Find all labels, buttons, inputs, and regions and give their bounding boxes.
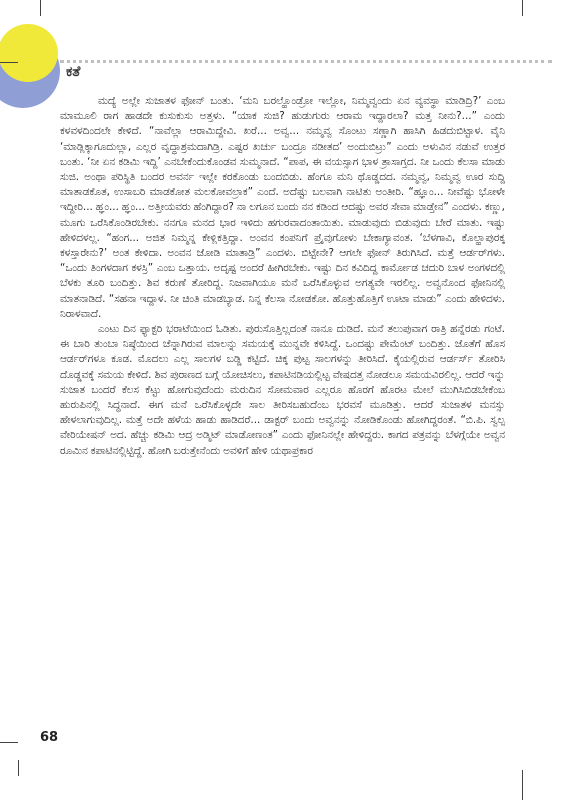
section-title: ಕತೆ [66, 64, 81, 80]
header-dotted-rule [60, 60, 552, 63]
crop-mark-top-left-vertical [40, 0, 41, 16]
crop-mark-bottom-right-vertical [522, 770, 523, 800]
article-body [60, 94, 505, 459]
paragraph-1: ಮದ್ಯೆ ಅಲ್ಲೇ ಸುಜಾತಳ ಫೋನ್ ಬಂತು. ‘ಮನಿ ಬರಲ್ಹೊಂಡ್ರೋ ಇಲ್ಲೋ, ನಿಮ್ಮವ್ವಂದು ಏನ ವ್ಯವಸ್ಥಾ ಮಾಡಿದ್ರಿ?’ ಎಂಬ ಮಾಮೂಲಿ ರಾಗ ಹಾಡದೇ ಕುಸುಕುಸು ಅತ್ತಳು. “ಯಾಕ ಸುಜಿ? ಹುಡುಗುರು ಆರಾಮ ಇದ್ದಾರಲಾ? ಮತ್ತ ನೀನು?...” ಎಂದು ಕಳವಳದಿಂದಲೇ ಕೇಳಿದೆ. “ನಾವೆಲ್ಲಾ ಆರಾಮಿದ್ದೇವಿ. ಖರೆ... ಅವ್ವ... ನಮ್ಮವ್ವ ಸೊಂಟು ಸಣ್ಣಾಗಿ ಹಾಸಿಗಿ ಹಿಡದುಬಿಟ್ಟಾಳ. ವೈನಿ ‘ಮಾಡ್ಲಿಕ್ಕಾಗೂದುಲ್ಲಾ, ಎಲ್ಲರ ವೃದ್ಧಾಶ್ರಮದಾಗಿಡ್ರಿ. ಎಷ್ಟರ ಖರ್ಚು ಬಂದ್ರೂ ನಡೀತದ’ ಅಂದುಬಿಟ್ರು” ಎಂದು ಅಳುವಿನ ನಡುವೆ ಉತ್ತರ ಬಂತು. ‘ನೀ ಏನ ಕಡಿಮಿ ಇದ್ದಿ’ ಎನಬೇಕೆಂದುಕೊಂಡವ ಸುಮ್ಮನಾದೆ. “ಪಾಪ, ಈ ವಯಸ್ಸಾಗ ಭಾಳ ತ್ರಾಸಾಗ್ತದ. ನೀ ಒಂದು ಕೆಲಸಾ ಮಾಡು ಸುಜಿ. ಅಂಥಾ ಪರಿಸ್ಥಿತಿ ಬಂದರ ಅವರ್ನ ಇಲ್ಲೇ ಕರಕೊಂಡು ಬಂದಬಿಡು. ಹೆಂಗೂ ಮನಿ ಥೊಡ್ಡದದ. ನಮ್ಮವ್ವ, ನಿಮ್ಮವ್ವ ಊರ ಸುದ್ದಿ ಮಾತಾಡಕೊತ, ಉಸಾಬರಿ ಮಾಡಕೋತ ಮಲಕೋವಲ್ರಾಕ” ಎಂದೆ. ಅದೆಷ್ಟು ಬಲವಾಗಿ ನಾಟಿತು ಅಂತೀರಿ. “ಹ್ಞೂಂ... ನೀವೆಷ್ಟು ಭೋಳೇ ಇದ್ದೀರಿ... ಹ್ಞಂ... ಹ್ಞಂ... ಅತ್ತೀಯವರು ಹೆಂಗಿದ್ದಾರ? ನಾ ಲಗೂನ ಬಂದು ನನ ಕಡಿಂದ ಆದಷ್ಟು ಅವರ ಸೇವಾ ಮಾಡ್ತೇನ” ಎಂದಳು. ಕಣ್ಣು, ಮೂಗು ಒರೆಸಿಕೊಂಡಿರಬೇಕು. ನನಗೂ ಮನದ ಭಾರ ಇಳಿದು ಹಗುರವಾದಂತಾಯಿತು. ಮಾಡುವುದು ಬಿಡುವುದು ಬೇರೆ ಮಾತು. ಇಷ್ಟು ಹೇಳಿದಳಲ್ಲ. “ಹಂಗ... ಅಜಿತ ನಿಮ್ಮನ್ನ ಕೇಳ್ಲಿಕತ್ತಿದ್ದಾ. ಅಂವನ ಕಂಪನಿಗೆ ಪ್ರೈವುಗೋಳು ಬೇಕಾಗ್ಯಾವಂತ. ‘ಬೆಳಗಾವಿ, ಕೊಲ್ಹಾಪುರಕ್ಕ ಕಳಸ್ತಾರೇನು?’ ಅಂತ ಕೇಳಿದಾ. ಅಂವನ ಜೋಡಿ ಮಾತಾಡ್ರಿ” ಎಂದಳು. ಬಿಟ್ಟೇನೇ? ಆಗಲೇ ಫೋನ್ ತಿರುಗಿಸಿದೆ. ಮತ್ತೆ ಆರ್ಡರ್‌ಗಳು. “ಒಂದು ತಿಂಗಳದಾಗ ಕಳಸ್ರಿ” ಎಂಬ ಒತ್ತಾಯ. ಅದೃಷ್ಟ ಅಂದರೆ ಹೀಗಿರಬೇಕು. ಇಷ್ಟು ದಿನ ಕವಿದಿದ್ದ ಕಾರ್ಮೋಡ ಚದುರಿ ಬಾಳ ಅಂಗಳದಲ್ಲಿ ಬೆಳಕು ತೂರಿ ಬಂದಿತ್ತು. ಶಿವ ಕರುಣೆ ತೋರಿದ್ದ. ನಿಜವಾಗಿಯೂ ಮನೆ ಒರೆಸಿಕೊಳ್ಳುವ ಅಗತ್ಯವೇ ಇರಲಿಲ್ಲ. ಅವ್ವನೊಂದ ಫೋನಿನಲ್ಲಿ ಮಾತನಾಡಿದೆ. “ಸಹನಾ ಇದ್ದಾಳ. ನೀ ಚಿಂತಿ ಮಾಡಬ್ಯಾಡ. ನಿನ್ನ ಕೆಲಸಾ ನೋಡಕೋ. ಹೊತ್ತುಹೊತ್ತಿಗೆ ಊಟಾ ಮಾಡು” ಎಂದು ಹೇಳಿದಳು. ನಿರಾಳವಾದೆ. [60, 95, 505, 320]
paragraph-2: ಎಂಟು ದಿನ ಫ್ಯಾಕ್ಟರಿ ಭರಾಟೆಯಿಂದ ಓಡಿತು. ಪುರುಸೊತ್ತಿಲ್ಲದಂತೆ ನಾನೂ ದುಡಿದೆ. ಮನೆ ತಲುಪುವಾಗ ರಾತ್ರಿ ಹನ್ನೆರಡು ಗಂಟೆ. ಈ ಬಾರಿ ತುಂಬಾ ನಿಷ್ಠೆಯಿಂದ ಚೆನ್ನಾಗಿರುವ ಮಾಲನ್ನು ಸಮಯಕ್ಕೆ ಮುನ್ನವೇ ಕಳಿಸಿದ್ದೆ. ಒಂದಷ್ಟು ಪೇಮೆಂಟ್ ಬಂದಿತ್ತು. ಜೊತೆಗೆ ಹೊಸ ಆರ್ಡರ್‌ಗಳೂ ಕೂಡ. ಮೊದಲು ಎಲ್ಲ ಸಾಲಗಳ ಬಡ್ಡಿ ಕಟ್ಟಿದೆ. ಚಿಕ್ಕ ಪುಟ್ಟ ಸಾಲಗಳನ್ನು ತೀರಿಸಿದೆ. ಕೈಯಲ್ಲಿರುವ ಆರ್ಡರ್ಸ್ ತೋರಿಸಿ ದೊಡ್ಡವಕ್ಕೆ ಸಮಯ ಕೇಳಿದೆ. ಶಿವ ಪುರಾಣದ ಬಗ್ಗೆ ಯೋಚಿಸಲು, ಕಪಾಟಿನಡಿಯಲ್ಲಿಟ್ಟ ವೇಷದತ್ತ ನೋಡಲೂ ಸಮಯವಿರಲಿಲ್ಲ. ಆದರೆ ಇನ್ನು ಸುಜಾತ ಬಂದರೆ ಕೆಲಸ ಕೆಟ್ಟು ಹೋಗುವುದೆಂದು ಮರುದಿನ ಸೋಮವಾರ ಎಲ್ಲರೂ ಹೊರಗೆ ಹೊರಟ ಮೇಲೆ ಮುಗಿಸಿಬಿಡಬೇಕೆಂಬ ಹುರುಪಿನಲ್ಲಿ ಸಿದ್ಧನಾದೆ. ಈಗ ಮನೆ ಒರೆಸಿಕೊಳ್ಳದೇ ಸಾಲ ತೀರಿಸಬಹುದೆಂಬ ಭರವಸೆ ಮೂಡಿತ್ತು. ಆದರೆ ಸುಜಾತಳ ಮನಸ್ಸು ಹೇಳಲಾಗುವುದಿಲ್ಲ. ಮತ್ತೆ ಅದೇ ಹಳೆಯ ಹಾಡು ಹಾಡಿದರೆ... ಡಾಕ್ಟರ್ ಬಂದು ಅವ್ವನನ್ನು ನೋಡಿಕೊಂಡು ಹೋಗಿದ್ದರಂತೆ. “ಬಿ.ಪಿ. ಸ್ವಲ್ಪ ವೇರಿಯೇಷನ್ ಅದ. ಹೆಚ್ಚು ಕಡಿಮಿ ಆದ್ರ ಅಡ್ಮಿಟ್ ಮಾಡೋಣಂತ” ಎಂದು ಫೋನಿನಲ್ಲೇ ಹೇಳಿದ್ದರು. ಕಾಗದ ಪತ್ರವನ್ನು ಬೆಳಗ್ಗೆಯೇ ಅವ್ವನ ರೂಮಿನ ಕಪಾಟಿನಲ್ಲಿಟ್ಟಿದ್ದೆ. ಹೋಗಿ ಬರುತ್ತೇನೆಂದು ಅವಳಿಗೆ ಹೇಳಿ ಯಥಾಪ್ರಕಾರ [60, 323, 505, 457]
crop-mark-bottom-left-vertical [18, 760, 19, 776]
crop-mark-left-horizontal [0, 62, 18, 63]
decorative-yellow-circle [0, 24, 58, 82]
crop-mark-top-right-vertical [522, 0, 523, 16]
page-number: 68 [40, 730, 59, 745]
crop-mark-bottom-left-horizontal [0, 742, 18, 743]
